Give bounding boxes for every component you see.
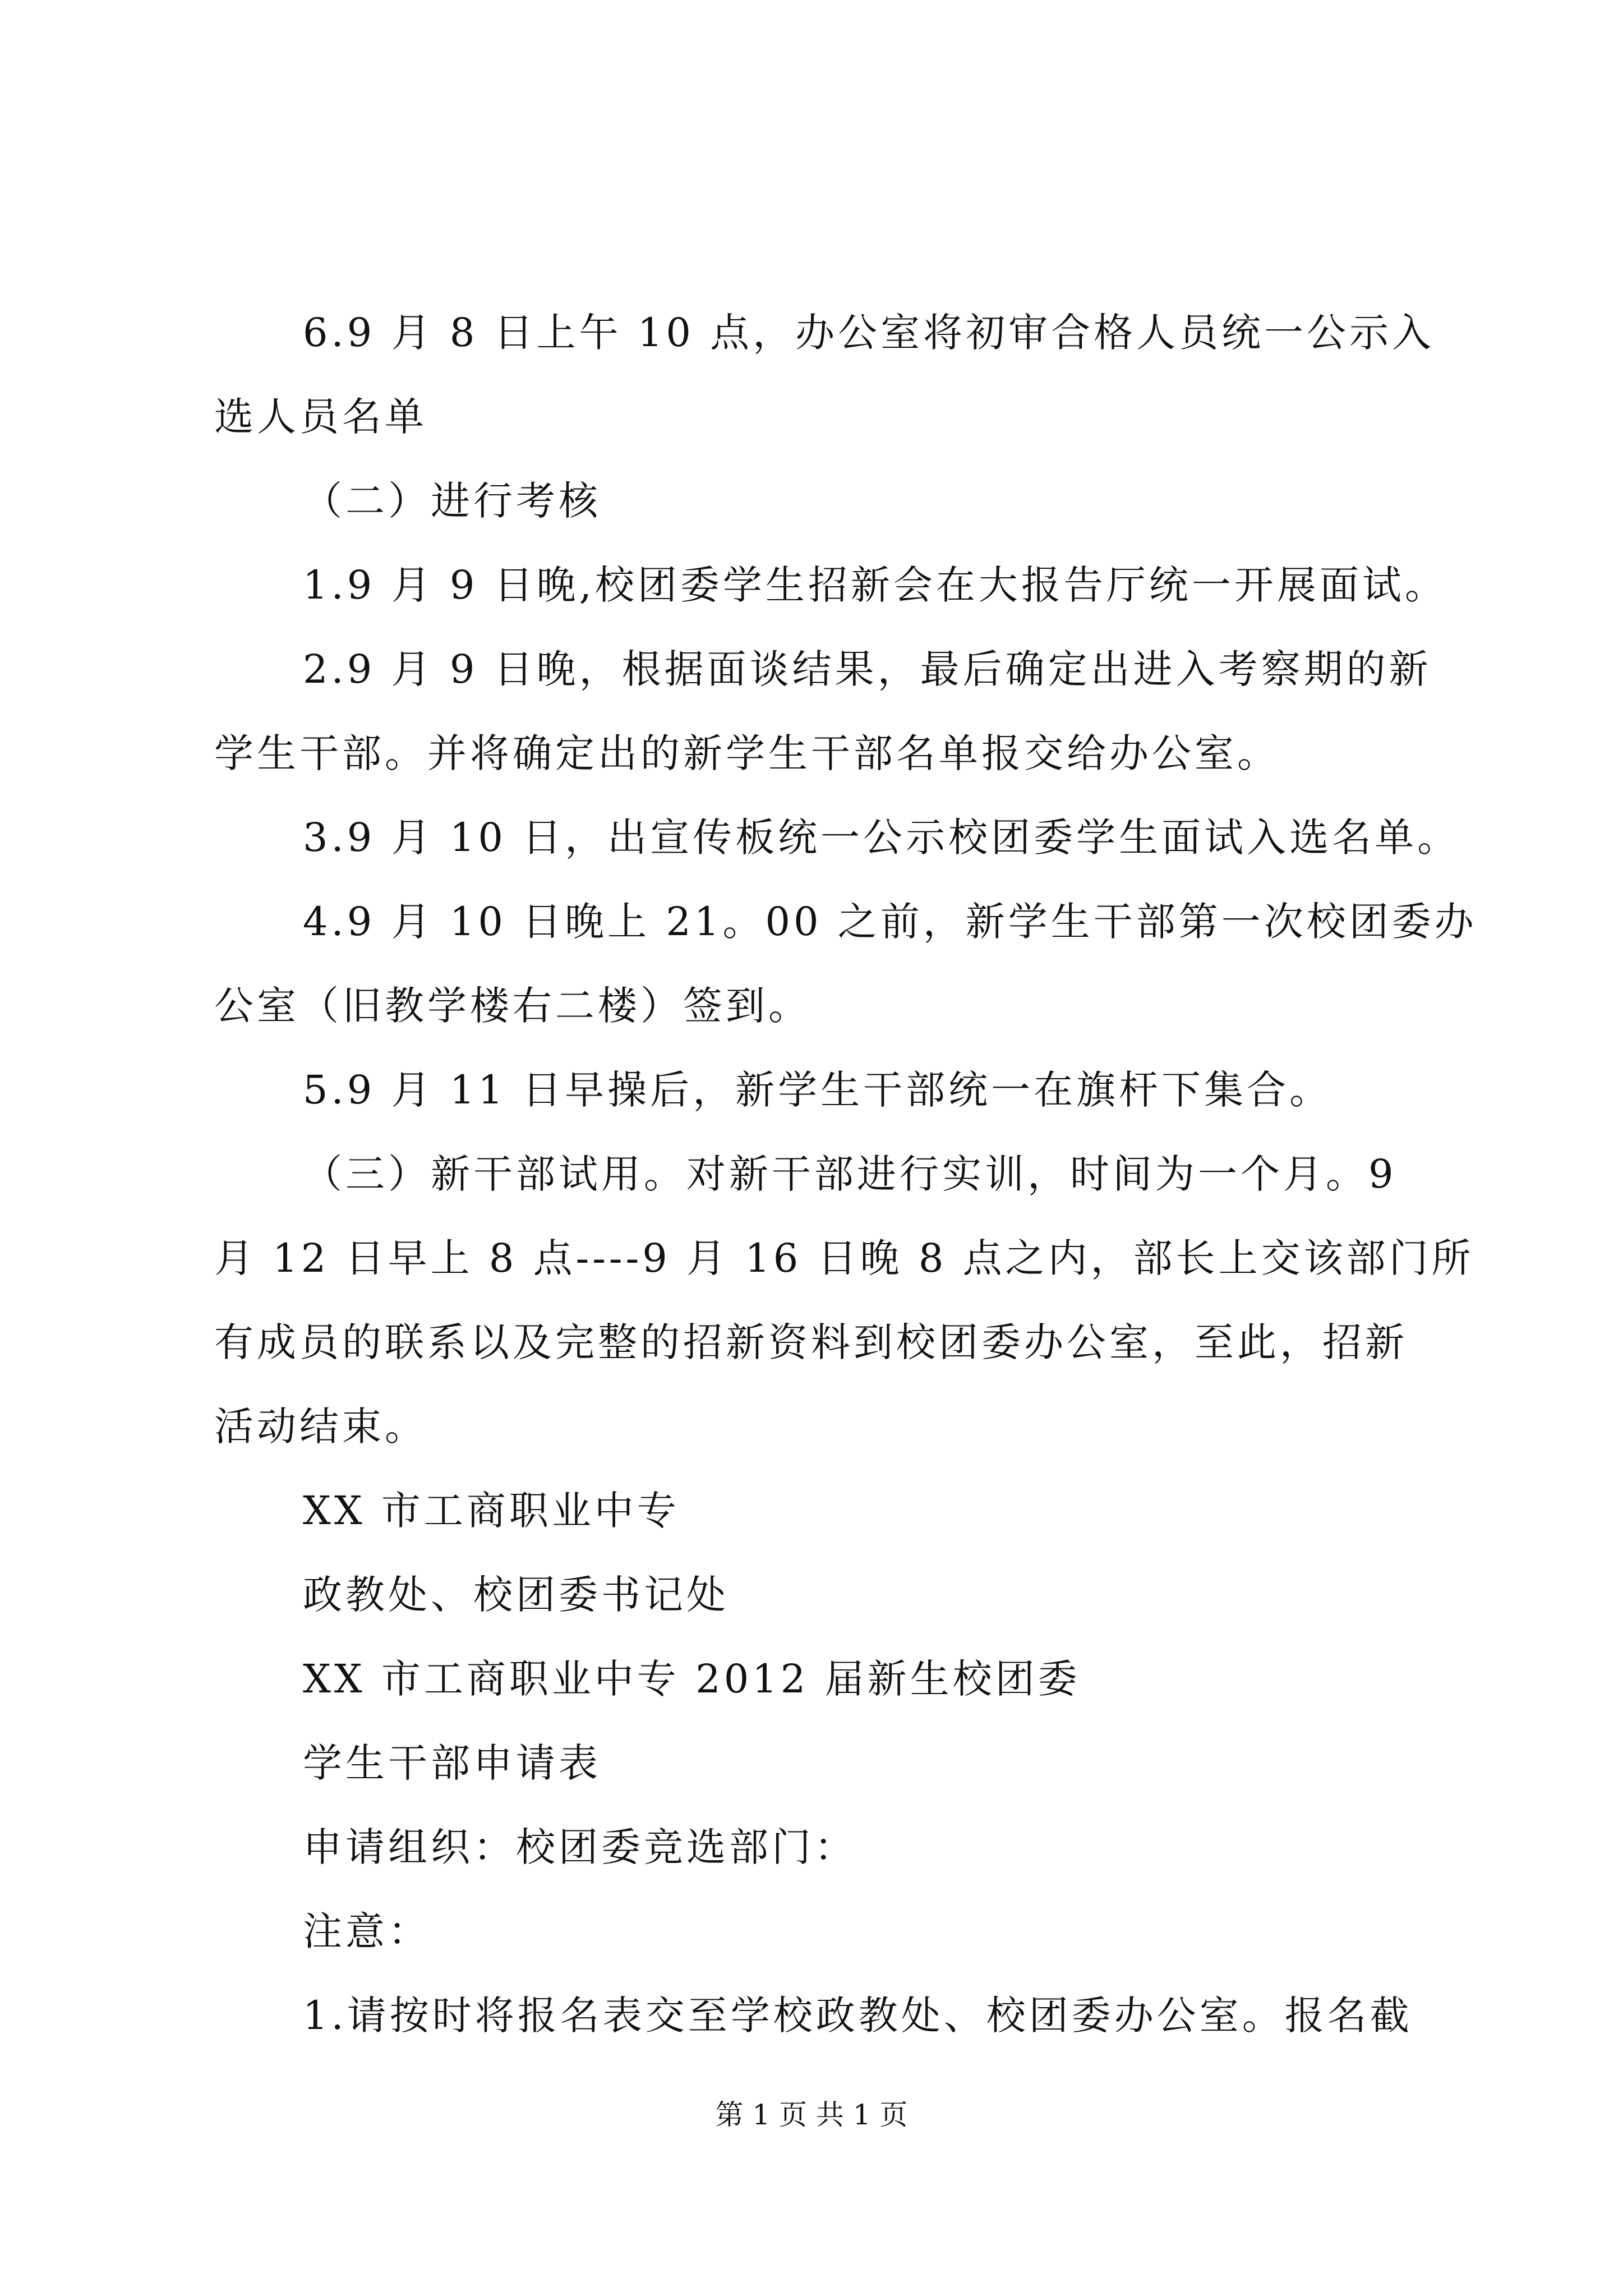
text-line-14: 活动结束。: [214, 1404, 427, 1450]
text-line-10: 5.9 月 11 日早操后，新学生干部统一在旗杆下集合。: [303, 1067, 1332, 1113]
text-line-6: 学生干部。并将确定出的新学生干部名单报交给办公室。: [214, 730, 1280, 776]
text-line-7: 3.9 月 10 日，出宣传板统一公示校团委学生面试入选名单。: [303, 815, 1460, 861]
text-line-13: 有成员的联系以及完整的招新资料到校团委办公室，至此，招新: [214, 1319, 1408, 1365]
text-line-2: 选人员名单: [214, 394, 427, 440]
text-line-4: 1.9 月 9 日晚,校团委学生招新会在大报告厅统一开展面试。: [303, 562, 1447, 608]
form-title-line: 学生干部申请表: [303, 1740, 601, 1786]
text-line-5: 2.9 月 9 日晚，根据面谈结果，最后确定出进入考察期的新: [303, 646, 1432, 692]
org-name-line: XX 市工商职业中专: [303, 1488, 680, 1534]
text-line-9: 公室（旧教学楼右二楼）签到。: [214, 983, 811, 1029]
section-heading-2: （二）进行考核: [303, 478, 601, 524]
page-number-footer: 第 1 页 共 1 页: [715, 2099, 908, 2131]
application-org-line: 申请组织：校团委竞选部门：: [303, 1824, 857, 1870]
notice-item-1: 1.请按时将报名表交至学校政教处、校团委办公室。报名截: [303, 1993, 1413, 2039]
notice-heading: 注意：: [303, 1908, 431, 1954]
text-line-12: 月 12 日早上 8 点----9 月 16 日晚 8 点之内，部长上交该部门所: [214, 1235, 1474, 1281]
office-line: 政教处、校团委书记处: [303, 1572, 729, 1618]
section-heading-3: （三）新干部试用。对新干部进行实训，时间为一个月。9: [303, 1151, 1397, 1197]
form-org-line: XX 市工商职业中专 2012 届新生校团委: [303, 1656, 1081, 1702]
text-line-8: 4.9 月 10 日晚上 21。00 之前，新学生干部第一次校团委办: [303, 899, 1477, 945]
text-line-1: 6.9 月 8 日上午 10 点，办公室将初审合格人员统一公示入: [303, 310, 1435, 356]
